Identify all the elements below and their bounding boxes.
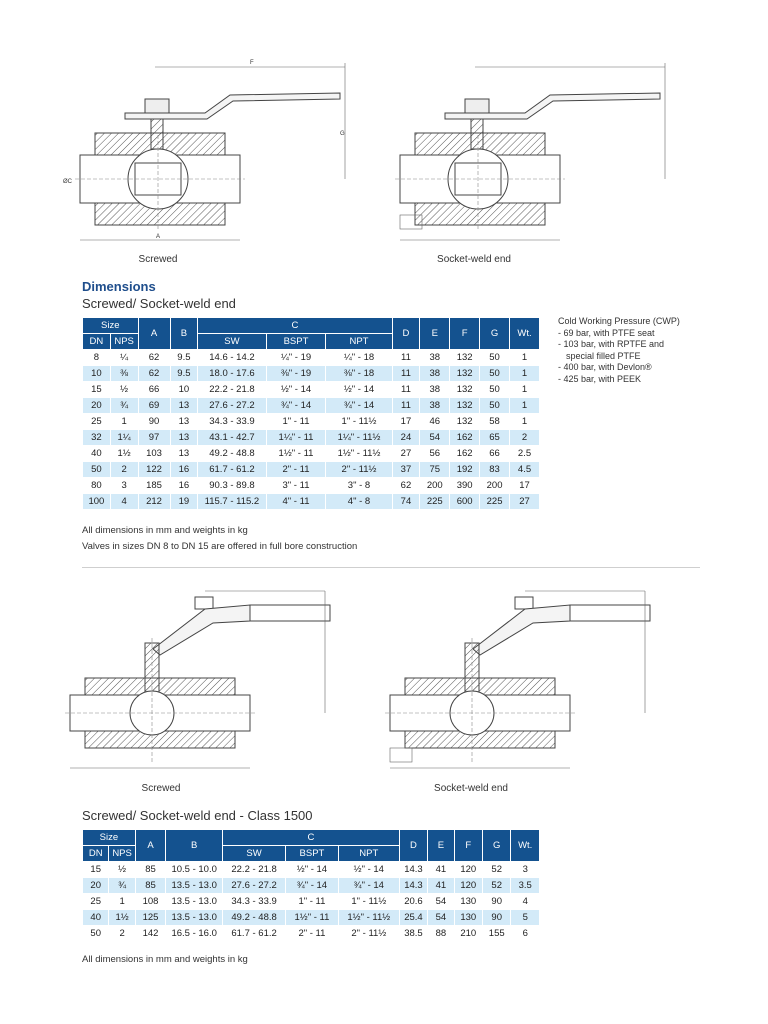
table-cell: 132 — [450, 350, 480, 366]
header-b: B — [166, 830, 223, 862]
table-cell: 50 — [83, 926, 109, 942]
table-cell: 4 — [110, 494, 138, 510]
table-cell: 122 — [138, 462, 170, 478]
table-cell: 132 — [450, 414, 480, 430]
cwp-line: - 103 bar, with RPTFE and — [558, 339, 665, 349]
table-cell: 3" - 11 — [266, 478, 326, 494]
table-cell: 108 — [135, 894, 165, 910]
header-a: A — [135, 830, 165, 862]
table-cell: 225 — [420, 494, 450, 510]
table-cell: 58 — [480, 414, 510, 430]
table-cell: 54 — [420, 430, 450, 446]
table-cell: 13 — [170, 430, 198, 446]
table-cell: 1" - 11½ — [326, 414, 392, 430]
table-cell: ¼" - 18 — [326, 350, 392, 366]
table-cell: 54 — [428, 910, 454, 926]
table-cell: 22.2 - 21.8 — [223, 862, 286, 878]
valve-drawing-socketweld-top — [375, 55, 675, 255]
table-cell: 120 — [454, 878, 482, 894]
table-cell: 90 — [483, 910, 511, 926]
table-cell: 15 — [83, 382, 111, 398]
table-cell: 1 — [510, 382, 540, 398]
table-cell: 9.5 — [170, 366, 198, 382]
header-bspt: BSPT — [286, 846, 339, 862]
table-cell: 162 — [450, 446, 480, 462]
table-cell: 69 — [138, 398, 170, 414]
cwp-line: - 400 bar, with Devlon® — [558, 362, 652, 372]
table-cell: 19 — [170, 494, 198, 510]
table-cell: 4 — [511, 894, 540, 910]
table-cell: 97 — [138, 430, 170, 446]
dim-label-f: F — [250, 60, 254, 66]
table-cell: 1 — [510, 366, 540, 382]
table-row — [83, 350, 540, 366]
table-cell: 1½" - 11 — [286, 910, 339, 926]
table-cell: 40 — [83, 910, 109, 926]
table-cell: 200 — [420, 478, 450, 494]
table-cell: 1" - 11½ — [338, 894, 399, 910]
table-cell: 10 — [83, 366, 111, 382]
table-cell: 8 — [83, 350, 111, 366]
table-row — [83, 430, 540, 446]
section-title-dimensions: Dimensions — [82, 279, 156, 294]
table-cell: 17 — [510, 478, 540, 494]
table-row — [83, 478, 540, 494]
table-cell: 50 — [83, 462, 111, 478]
table-cell: 20 — [83, 398, 111, 414]
table-cell: ½ — [110, 382, 138, 398]
section-subtitle-1: Screwed/ Socket-weld end — [82, 296, 236, 311]
table-cell: 16.5 - 16.0 — [166, 926, 223, 942]
table-cell: 14.3 — [399, 878, 427, 894]
table-cell: 80 — [83, 478, 111, 494]
table-cell: 142 — [135, 926, 165, 942]
table-cell: 90 — [483, 894, 511, 910]
header-d: D — [392, 318, 420, 350]
table-cell: 56 — [420, 446, 450, 462]
table-cell: 75 — [420, 462, 450, 478]
table-cell: 210 — [454, 926, 482, 942]
table-cell: 88 — [428, 926, 454, 942]
table-cell: 85 — [135, 878, 165, 894]
table-cell: 25 — [83, 894, 109, 910]
table-cell: 24 — [392, 430, 420, 446]
header-c: C — [198, 318, 392, 334]
table-cell: 18.0 - 17.6 — [198, 366, 266, 382]
table-cell: 20 — [83, 878, 109, 894]
table-cell: ½ — [109, 862, 135, 878]
table-cell: 130 — [454, 894, 482, 910]
table-cell: 50 — [480, 382, 510, 398]
table-cell: 41 — [428, 862, 454, 878]
table-cell: 3" - 8 — [326, 478, 392, 494]
table-cell: 61.7 - 61.2 — [223, 926, 286, 942]
table-cell: 13.5 - 13.0 — [166, 878, 223, 894]
table-cell: 1½" - 11½ — [326, 446, 392, 462]
table-cell: 15 — [83, 862, 109, 878]
header-nps: NPS — [110, 334, 138, 350]
table-cell: 34.3 - 33.9 — [198, 414, 266, 430]
dim-label-g: G — [340, 131, 345, 137]
table-cell: 49.2 - 48.8 — [198, 446, 266, 462]
table-cell: 2 — [109, 926, 135, 942]
table-cell: ½" - 14 — [266, 382, 326, 398]
table-cell: 27 — [510, 494, 540, 510]
table-cell: 62 — [138, 350, 170, 366]
table-cell: 13 — [170, 446, 198, 462]
table-row — [83, 894, 540, 910]
header-wt: Wt. — [511, 830, 540, 862]
table-cell: ¼" - 19 — [266, 350, 326, 366]
header-sw: SW — [223, 846, 286, 862]
table-cell: 46 — [420, 414, 450, 430]
table-cell: 1½" - 11 — [266, 446, 326, 462]
table-cell: 2 — [510, 430, 540, 446]
table-cell: 5 — [511, 910, 540, 926]
table-cell: 4" - 8 — [326, 494, 392, 510]
table-cell: 11 — [392, 398, 420, 414]
table-cell: 600 — [450, 494, 480, 510]
table-cell: ⅜" - 18 — [326, 366, 392, 382]
table-cell: 225 — [480, 494, 510, 510]
table-cell: 4.5 — [510, 462, 540, 478]
table-body — [83, 862, 540, 942]
table-cell: 1 — [510, 414, 540, 430]
table-cell: 50 — [480, 366, 510, 382]
header-nps: NPS — [109, 846, 135, 862]
cwp-line: special filled PTFE — [566, 350, 641, 361]
dimensions-table — [82, 317, 540, 510]
table-cell: 90.3 - 89.8 — [198, 478, 266, 494]
table-cell: 38 — [420, 382, 450, 398]
section-subtitle-class1500: Screwed/ Socket-weld end - Class 1500 — [82, 808, 313, 823]
table-cell: 1 — [110, 414, 138, 430]
dim-label-c: ØC — [63, 179, 72, 185]
header-a: A — [138, 318, 170, 350]
table-cell: 155 — [483, 926, 511, 942]
cwp-line: - 425 bar, with PEEK — [558, 373, 642, 384]
table-row — [83, 382, 540, 398]
dim-label-a: A — [155, 234, 161, 240]
table-cell: 1½ — [109, 910, 135, 926]
table-cell: 13 — [170, 398, 198, 414]
table-cell: ¾" - 14 — [286, 878, 339, 894]
header-dn: DN — [83, 334, 111, 350]
table-cell: 1¼ — [110, 430, 138, 446]
table-row — [83, 862, 540, 878]
table-cell: 10 — [170, 382, 198, 398]
table-cell: 200 — [480, 478, 510, 494]
table-cell: 62 — [138, 366, 170, 382]
table-cell: 52 — [483, 878, 511, 894]
valve-drawing-screwed-top — [55, 55, 355, 255]
table-cell: 49.2 - 48.8 — [223, 910, 286, 926]
header-g: G — [480, 318, 510, 350]
table-cell: 74 — [392, 494, 420, 510]
table-cell: 125 — [135, 910, 165, 926]
table-cell: 3.5 — [511, 878, 540, 894]
table-cell: 1¼" - 11 — [266, 430, 326, 446]
table-cell: 38 — [420, 366, 450, 382]
table-cell: 11 — [392, 382, 420, 398]
table-cell: 1½" - 11½ — [338, 910, 399, 926]
header-npt: NPT — [326, 334, 392, 350]
table-row — [83, 366, 540, 382]
table-body — [83, 350, 540, 510]
caption-screwed-bottom: Screwed — [141, 783, 181, 794]
table-cell: 27.6 - 27.2 — [198, 398, 266, 414]
table-cell: 212 — [138, 494, 170, 510]
table-cell: 25 — [83, 414, 111, 430]
caption-screwed-top: Screwed — [138, 254, 178, 265]
table-cell: 43.1 - 42.7 — [198, 430, 266, 446]
table-cell: 132 — [450, 366, 480, 382]
caption-socketweld-bottom: Socket-weld end — [434, 783, 508, 794]
note-full-bore: Valves in sizes DN 8 to DN 15 are offered in full bore construction — [82, 541, 358, 552]
valve-drawing-screwed-class1500 — [55, 583, 355, 778]
table-cell: 17 — [392, 414, 420, 430]
table-cell: 11 — [392, 366, 420, 382]
table-cell: 9.5 — [170, 350, 198, 366]
header-c: C — [223, 830, 400, 846]
table-cell: 41 — [428, 878, 454, 894]
header-d: D — [399, 830, 427, 862]
table-cell: 16 — [170, 462, 198, 478]
table-cell: 162 — [450, 430, 480, 446]
cwp-line: - 69 bar, with PTFE seat — [558, 327, 655, 338]
header-size: Size — [83, 318, 139, 334]
table-cell: 390 — [450, 478, 480, 494]
table-cell: 185 — [138, 478, 170, 494]
table-cell: 11 — [392, 350, 420, 366]
table-cell: 27.6 - 27.2 — [223, 878, 286, 894]
table-cell: 130 — [454, 910, 482, 926]
table-cell: 2" - 11 — [286, 926, 339, 942]
table-cell: 120 — [454, 862, 482, 878]
table-cell: 3 — [110, 478, 138, 494]
header-f: F — [454, 830, 482, 862]
table-cell: 2 — [110, 462, 138, 478]
table-cell: 10.5 - 10.0 — [166, 862, 223, 878]
table-cell: 103 — [138, 446, 170, 462]
table-cell: 50 — [480, 350, 510, 366]
header-bspt: BSPT — [266, 334, 326, 350]
table-cell: 1" - 11 — [266, 414, 326, 430]
table-cell: 34.3 - 33.9 — [223, 894, 286, 910]
table-cell: 14.3 — [399, 862, 427, 878]
header-e: E — [428, 830, 454, 862]
table-cell: 132 — [450, 398, 480, 414]
table-cell: 32 — [83, 430, 111, 446]
table-cell: 2.5 — [510, 446, 540, 462]
table-cell: 1 — [109, 894, 135, 910]
table-cell: 192 — [450, 462, 480, 478]
table-cell: 6 — [511, 926, 540, 942]
table-cell: 90 — [138, 414, 170, 430]
table-cell: 83 — [480, 462, 510, 478]
table-cell: ⅜" - 19 — [266, 366, 326, 382]
table-cell: 54 — [428, 894, 454, 910]
table-cell: 61.7 - 61.2 — [198, 462, 266, 478]
caption-socketweld-top: Socket-weld end — [437, 254, 511, 265]
table-cell: ¾" - 14 — [338, 878, 399, 894]
table-row — [83, 398, 540, 414]
table-cell: 13.5 - 13.0 — [166, 910, 223, 926]
table-cell: 1" - 11 — [286, 894, 339, 910]
table-cell: ¾" - 14 — [266, 398, 326, 414]
table-cell: ⅜ — [110, 366, 138, 382]
table-cell: 66 — [138, 382, 170, 398]
valve-drawing-socketweld-class1500 — [375, 583, 675, 778]
table-cell: 2" - 11½ — [338, 926, 399, 942]
header-size: Size — [83, 830, 136, 846]
table-cell: 50 — [480, 398, 510, 414]
class1500-table — [82, 829, 540, 942]
table-cell: 13 — [170, 414, 198, 430]
table-cell: ½" - 14 — [326, 382, 392, 398]
table-cell: 1½ — [110, 446, 138, 462]
table-cell: 85 — [135, 862, 165, 878]
table-cell: 65 — [480, 430, 510, 446]
table-cell: 115.7 - 115.2 — [198, 494, 266, 510]
header-g: G — [483, 830, 511, 862]
table-cell: 1¼" - 11½ — [326, 430, 392, 446]
table-cell: 20.6 — [399, 894, 427, 910]
table-cell: 14.6 - 14.2 — [198, 350, 266, 366]
table-row — [83, 910, 540, 926]
table-cell: 3 — [511, 862, 540, 878]
table-cell: 2" - 11½ — [326, 462, 392, 478]
table-cell: 4" - 11 — [266, 494, 326, 510]
header-dn: DN — [83, 846, 109, 862]
header-npt: NPT — [338, 846, 399, 862]
table-cell: ¾ — [109, 878, 135, 894]
table-row — [83, 878, 540, 894]
table-cell: 38 — [420, 398, 450, 414]
table-cell: ½" - 14 — [338, 862, 399, 878]
table-cell: ½" - 14 — [286, 862, 339, 878]
note-units: All dimensions in mm and weights in kg — [82, 525, 248, 536]
table-cell: 100 — [83, 494, 111, 510]
table-cell: 1 — [510, 398, 540, 414]
table-cell: 16 — [170, 478, 198, 494]
table-cell: 22.2 - 21.8 — [198, 382, 266, 398]
table-cell: 1 — [510, 350, 540, 366]
table-cell: 27 — [392, 446, 420, 462]
cwp-note — [558, 316, 708, 385]
table-cell: 62 — [392, 478, 420, 494]
section-divider — [82, 567, 700, 568]
table-row — [83, 494, 540, 510]
header-f: F — [450, 318, 480, 350]
header-b: B — [170, 318, 198, 350]
table-cell: 66 — [480, 446, 510, 462]
header-e: E — [420, 318, 450, 350]
table-row — [83, 446, 540, 462]
table-row — [83, 414, 540, 430]
table-cell: 40 — [83, 446, 111, 462]
table-cell: 13.5 - 13.0 — [166, 894, 223, 910]
table-cell: 25.4 — [399, 910, 427, 926]
table-cell: 52 — [483, 862, 511, 878]
table-cell: 132 — [450, 382, 480, 398]
cwp-title: Cold Working Pressure (CWP) — [558, 316, 680, 326]
table-row — [83, 462, 540, 478]
table-row — [83, 926, 540, 942]
table-cell: 2" - 11 — [266, 462, 326, 478]
table-cell: ¼ — [110, 350, 138, 366]
header-sw: SW — [198, 334, 266, 350]
header-wt: Wt. — [510, 318, 540, 350]
note-units-class1500: All dimensions in mm and weights in kg — [82, 954, 248, 965]
table-cell: 38 — [420, 350, 450, 366]
table-cell: 37 — [392, 462, 420, 478]
table-cell: ¾ — [110, 398, 138, 414]
table-cell: 38.5 — [399, 926, 427, 942]
table-cell: ¾" - 14 — [326, 398, 392, 414]
